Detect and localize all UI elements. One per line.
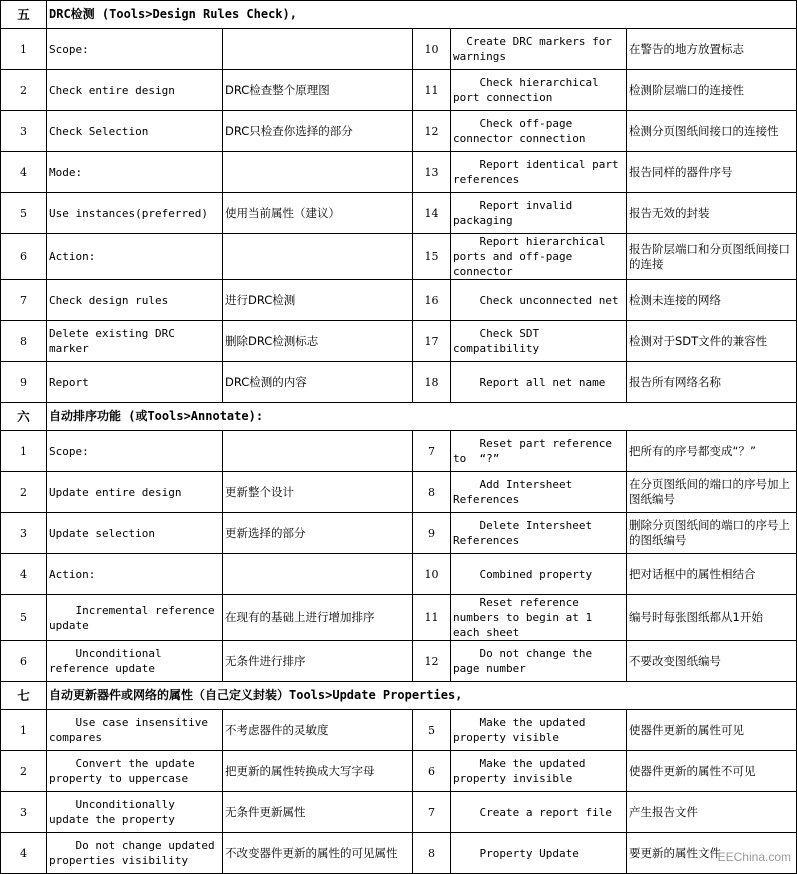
left-index-cell: 4	[1, 152, 47, 193]
left-english-term-cell: Unconditional reference update	[47, 641, 223, 682]
right-index-cell: 7	[413, 792, 451, 833]
right-english-term-cell: Check unconnected net	[451, 280, 627, 321]
right-chinese-description-cell: 把所有的序号都变成“？”	[627, 431, 797, 472]
right-english-term-cell: Do not change the page number	[451, 641, 627, 682]
left-english-term-cell: Report	[47, 362, 223, 403]
left-chinese-description-cell: 更新整个设计	[223, 472, 413, 513]
left-index-cell: 4	[1, 554, 47, 595]
table-row	[1, 751, 797, 792]
right-english-term-cell: Add Intersheet References	[451, 472, 627, 513]
table-row	[1, 513, 797, 554]
left-english-term-cell: Check Selection	[47, 111, 223, 152]
table-row	[1, 111, 797, 152]
right-chinese-description-cell: 产生报告文件	[627, 792, 797, 833]
left-chinese-description-cell	[223, 234, 413, 280]
section-title: 自动更新器件或网络的属性（自己定义封装）Tools>Update Properties,	[47, 682, 797, 710]
right-index-cell: 8	[413, 833, 451, 874]
section-header	[1, 682, 797, 710]
right-chinese-description-cell: 把对话框中的属性相结合	[627, 554, 797, 595]
left-english-term-cell: Incremental reference update	[47, 595, 223, 641]
table-row	[1, 792, 797, 833]
table-row	[1, 595, 797, 641]
right-english-term-cell: Make the updated property visible	[451, 710, 627, 751]
right-index-cell: 15	[413, 234, 451, 280]
right-english-term-cell: Reset part reference to “?”	[451, 431, 627, 472]
table-row	[1, 70, 797, 111]
left-chinese-description-cell: 更新选择的部分	[223, 513, 413, 554]
right-index-cell: 11	[413, 70, 451, 111]
table-body	[1, 1, 797, 874]
table-row	[1, 152, 797, 193]
right-index-cell: 14	[413, 193, 451, 234]
left-index-cell: 3	[1, 111, 47, 152]
right-english-term-cell: Report identical part references	[451, 152, 627, 193]
right-chinese-description-cell: 编号时每张图纸都从1开始	[627, 595, 797, 641]
left-index-cell: 8	[1, 321, 47, 362]
section-number: 五	[1, 1, 47, 29]
left-index-cell: 1	[1, 710, 47, 751]
left-english-term-cell: Scope:	[47, 431, 223, 472]
right-chinese-description-cell: 使器件更新的属性不可见	[627, 751, 797, 792]
left-english-term-cell: Update entire design	[47, 472, 223, 513]
right-chinese-description-cell: 删除分页图纸间的端口的序号上的图纸编号	[627, 513, 797, 554]
right-index-cell: 10	[413, 554, 451, 595]
section-title: 自动排序功能 (或Tools>Annotate):	[47, 403, 797, 431]
left-english-term-cell: Action:	[47, 554, 223, 595]
left-chinese-description-cell: DRC检查整个原理图	[223, 70, 413, 111]
left-index-cell: 2	[1, 70, 47, 111]
right-index-cell: 7	[413, 431, 451, 472]
right-english-term-cell: Combined property	[451, 554, 627, 595]
right-index-cell: 18	[413, 362, 451, 403]
table-row	[1, 710, 797, 751]
right-index-cell: 8	[413, 472, 451, 513]
left-english-term-cell: Unconditionally update the property	[47, 792, 223, 833]
left-chinese-description-cell: DRC只检查你选择的部分	[223, 111, 413, 152]
table-row	[1, 321, 797, 362]
left-chinese-description-cell: 不改变器件更新的属性的可见属性	[223, 833, 413, 874]
right-index-cell: 12	[413, 641, 451, 682]
left-english-term-cell: Update selection	[47, 513, 223, 554]
right-chinese-description-cell: 检测未连接的网络	[627, 280, 797, 321]
left-chinese-description-cell: 删除DRC检测标志	[223, 321, 413, 362]
left-chinese-description-cell: 把更新的属性转换成大写字母	[223, 751, 413, 792]
left-chinese-description-cell: 在现有的基础上进行增加排序	[223, 595, 413, 641]
right-english-term-cell: Check hierarchical port connection	[451, 70, 627, 111]
watermark-logo: EEChina.com	[717, 850, 791, 864]
left-chinese-description-cell	[223, 431, 413, 472]
left-index-cell: 3	[1, 513, 47, 554]
left-chinese-description-cell: 无条件进行排序	[223, 641, 413, 682]
right-chinese-description-cell: 报告阶层端口和分页图纸间接口的连接	[627, 234, 797, 280]
table-row	[1, 833, 797, 874]
left-index-cell: 4	[1, 833, 47, 874]
right-english-term-cell: Create DRC markers for warnings	[451, 29, 627, 70]
left-index-cell: 5	[1, 193, 47, 234]
left-chinese-description-cell	[223, 29, 413, 70]
section-header	[1, 1, 797, 29]
right-index-cell: 6	[413, 751, 451, 792]
right-english-term-cell: Report all net name	[451, 362, 627, 403]
right-english-term-cell: Report hierarchical ports and off-page connector	[451, 234, 627, 280]
left-index-cell: 1	[1, 29, 47, 70]
left-index-cell: 2	[1, 751, 47, 792]
left-english-term-cell: Action:	[47, 234, 223, 280]
right-index-cell: 11	[413, 595, 451, 641]
right-english-term-cell: Delete Intersheet References	[451, 513, 627, 554]
right-index-cell: 17	[413, 321, 451, 362]
right-english-term-cell: Report invalid packaging	[451, 193, 627, 234]
section-number: 七	[1, 682, 47, 710]
left-english-term-cell: Use instances(preferred)	[47, 193, 223, 234]
left-index-cell: 1	[1, 431, 47, 472]
right-english-term-cell: Property Update	[451, 833, 627, 874]
left-index-cell: 2	[1, 472, 47, 513]
left-index-cell: 6	[1, 641, 47, 682]
left-english-term-cell: Use case insensitive compares	[47, 710, 223, 751]
left-english-term-cell: Check entire design	[47, 70, 223, 111]
table-row	[1, 472, 797, 513]
right-index-cell: 5	[413, 710, 451, 751]
left-chinese-description-cell	[223, 152, 413, 193]
table-row	[1, 280, 797, 321]
section-header	[1, 403, 797, 431]
left-index-cell: 7	[1, 280, 47, 321]
right-chinese-description-cell: 在警告的地方放置标志	[627, 29, 797, 70]
section-number: 六	[1, 403, 47, 431]
right-index-cell: 9	[413, 513, 451, 554]
left-english-term-cell: Mode:	[47, 152, 223, 193]
right-chinese-description-cell: 报告无效的封装	[627, 193, 797, 234]
right-chinese-description-cell: 在分页图纸间的端口的序号加上图纸编号	[627, 472, 797, 513]
left-index-cell: 5	[1, 595, 47, 641]
section-title: DRC检测 (Tools>Design Rules Check),	[47, 1, 797, 29]
right-english-term-cell: Create a report file	[451, 792, 627, 833]
left-chinese-description-cell: DRC检测的内容	[223, 362, 413, 403]
left-chinese-description-cell: 进行DRC检测	[223, 280, 413, 321]
right-chinese-description-cell: 检测对于SDT文件的兼容性	[627, 321, 797, 362]
right-index-cell: 16	[413, 280, 451, 321]
table-row	[1, 641, 797, 682]
table-row	[1, 554, 797, 595]
right-index-cell: 13	[413, 152, 451, 193]
right-chinese-description-cell: 使器件更新的属性可见	[627, 710, 797, 751]
right-index-cell: 10	[413, 29, 451, 70]
table-row	[1, 29, 797, 70]
left-english-term-cell: Convert the update property to uppercase	[47, 751, 223, 792]
left-index-cell: 3	[1, 792, 47, 833]
left-english-term-cell: Scope:	[47, 29, 223, 70]
left-english-term-cell: Check design rules	[47, 280, 223, 321]
left-chinese-description-cell: 使用当前属性（建议）	[223, 193, 413, 234]
right-index-cell: 12	[413, 111, 451, 152]
right-chinese-description-cell: 报告同样的器件序号	[627, 152, 797, 193]
right-english-term-cell: Reset reference numbers to begin at 1 each sheet	[451, 595, 627, 641]
right-english-term-cell: Make the updated property invisible	[451, 751, 627, 792]
table-row	[1, 234, 797, 280]
right-english-term-cell: Check off-page connector connection	[451, 111, 627, 152]
left-chinese-description-cell	[223, 554, 413, 595]
left-chinese-description-cell: 不考虑器件的灵敏度	[223, 710, 413, 751]
right-english-term-cell: Check SDT compatibility	[451, 321, 627, 362]
table-row	[1, 193, 797, 234]
right-chinese-description-cell: 不要改变图纸编号	[627, 641, 797, 682]
table-row	[1, 362, 797, 403]
left-english-term-cell: Do not change updated properties visibility	[47, 833, 223, 874]
table-row	[1, 431, 797, 472]
right-chinese-description-cell: 检测阶层端口的连接性	[627, 70, 797, 111]
left-index-cell: 9	[1, 362, 47, 403]
right-chinese-description-cell: 要更新的属性文件	[627, 833, 797, 874]
right-chinese-description-cell: 检测分页图纸间接口的连接性	[627, 111, 797, 152]
left-english-term-cell: Delete existing DRC marker	[47, 321, 223, 362]
left-chinese-description-cell: 无条件更新属性	[223, 792, 413, 833]
right-chinese-description-cell: 报告所有网络名称	[627, 362, 797, 403]
left-index-cell: 6	[1, 234, 47, 280]
